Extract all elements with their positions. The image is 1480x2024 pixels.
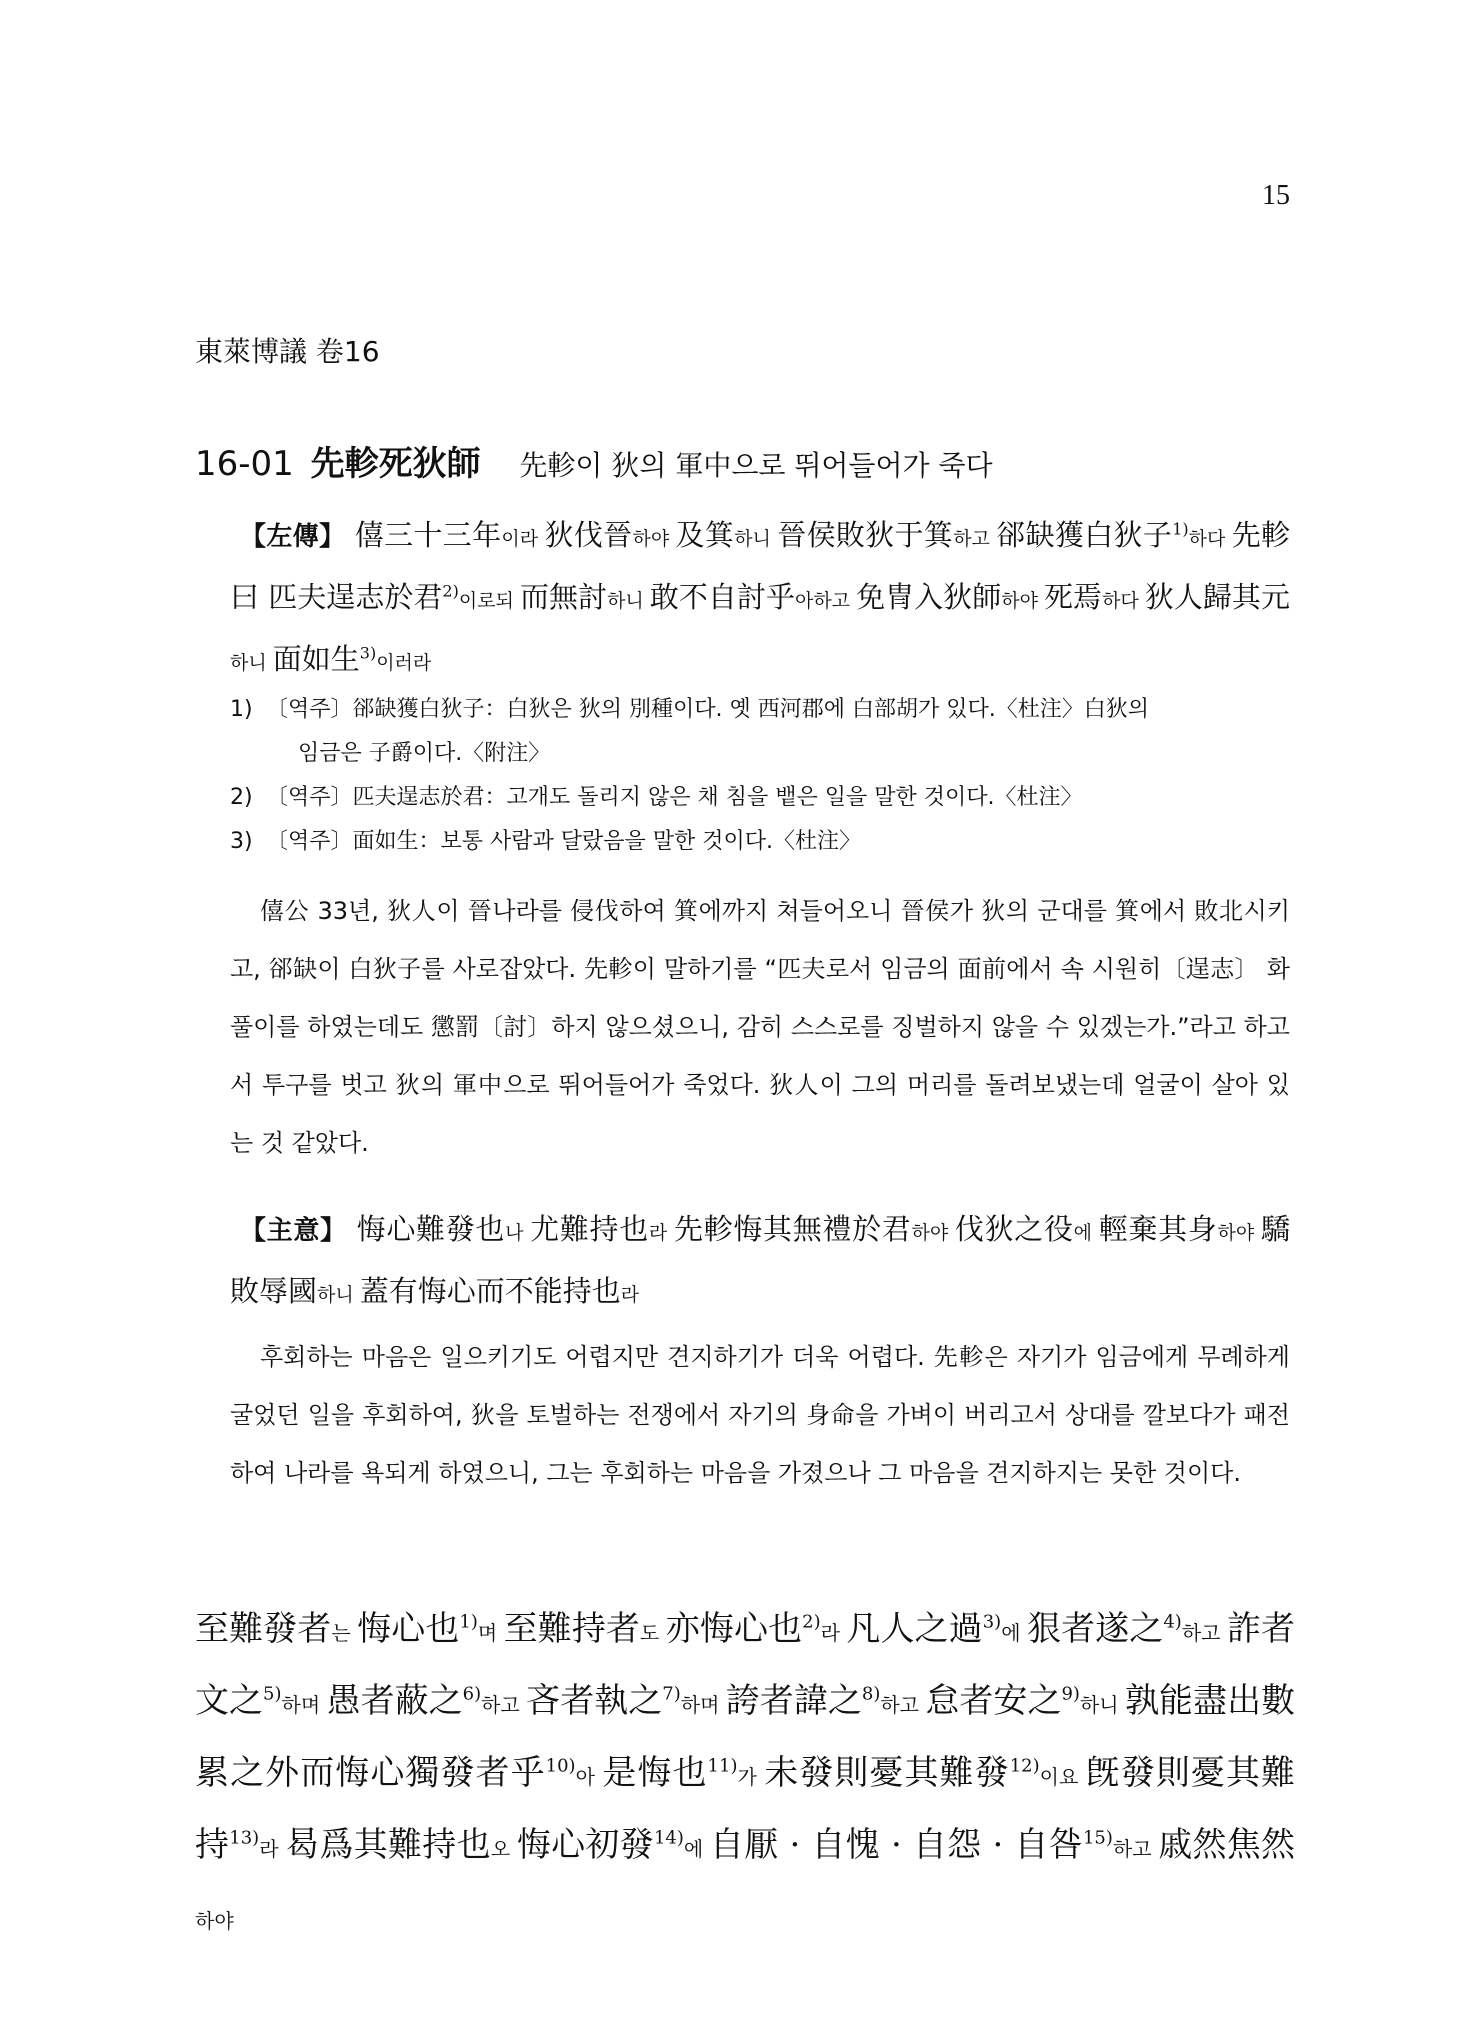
grammar-particle: 하야	[195, 1909, 234, 1933]
text-span: 至難持者	[503, 1609, 640, 1649]
footnote-ref: 8)	[861, 1683, 881, 1705]
text-span: 伐狄之役	[954, 1212, 1074, 1246]
footnote-ref: 3)	[359, 643, 377, 663]
grammar-particle: 며	[477, 1621, 504, 1645]
text-span: 郤缺獲白狄子	[996, 518, 1173, 552]
grammar-particle: 는	[331, 1621, 358, 1645]
footnote-ref: 7)	[662, 1683, 681, 1705]
text-span: 驕	[1260, 1212, 1290, 1246]
footnote-ref: 3)	[982, 1611, 1002, 1633]
grammar-particle: 도	[640, 1621, 666, 1645]
text-span: 吝者執之	[526, 1681, 663, 1721]
footnote-ref: 9)	[1061, 1683, 1080, 1705]
footnote-ref: 10)	[545, 1755, 576, 1777]
footnote-index: 1)	[230, 697, 253, 722]
zuozhuan-translation: 僖公 33년, 狄人이 晉나라를 侵伐하여 箕에까지 쳐들어오니 晉侯가 狄의 군대를 箕에서 敗北시키고, 郤缺이 白狄子를 사로잡았다. 先軫이 말하기를 “匹夫로서 임금의 面前에서 속 시원히〔逞志〕 화풀이를 하였는데도 懲罰〔討〕하지 않으셨으니, 감히 스스로를 징벌하지 않을 수 있겠는가.”라고 하고서 투구를 벗고 狄의 軍中으로 뛰어들어가 죽었다. 狄人이 그의 머리를 돌려보냈는데 얼굴이 살아 있는 것 같았다.	[230, 897, 1290, 1157]
section-number: 16-01	[195, 444, 294, 484]
grammar-particle: 오	[490, 1837, 517, 1861]
grammar-particle: 하고	[481, 1693, 527, 1717]
text-span: 敢不自討乎	[649, 580, 795, 614]
footnote-text: 〔역주〕郤缺獲白狄子：白狄은 狄의 別種이다. 옛 西河郡에 白部胡가 있다.〈杜注〉白狄의	[266, 697, 1149, 722]
grammar-particle: 하고	[1112, 1837, 1159, 1861]
text-span: 輕棄其身	[1098, 1212, 1218, 1246]
text-span: 是悔也	[602, 1753, 708, 1793]
grammar-particle: 하니	[230, 652, 273, 674]
footnote-item	[230, 820, 1290, 864]
grammar-particle: 하야	[1001, 590, 1045, 612]
footnotes	[230, 688, 1290, 864]
footnote-ref: 2)	[802, 1611, 821, 1633]
grammar-particle: 하며	[281, 1693, 327, 1717]
section-title-hanja: 先軫死狄師	[310, 444, 481, 484]
grammar-particle: 나	[505, 1222, 531, 1244]
grammar-particle: 아하고	[794, 590, 857, 612]
grammar-particle: 라	[820, 1621, 847, 1645]
section-title-korean: 先軫이 狄의 軍中으로 뛰어들어가 죽다	[519, 449, 993, 482]
footnote-text: 〔역주〕匹夫逞志於君：고개도 돌리지 않은 채 침을 뱉은 일을 말한 것이다.〈杜注〉	[266, 785, 1083, 810]
footnote-ref: 12)	[1009, 1755, 1040, 1777]
text-span: 蓋有悔心而不能持也	[359, 1274, 621, 1308]
text-span: 狄伐晉	[544, 518, 633, 552]
text-span: 尤難持也	[530, 1212, 649, 1246]
footnote-item	[230, 776, 1290, 820]
text-span: 免冑入狄師	[856, 580, 1002, 614]
text-span: 而無討	[519, 580, 608, 614]
text-span: 自厭 · 自愧 · 自怨 · 自咎	[709, 1825, 1083, 1865]
footnote-index: 2)	[230, 785, 253, 810]
grammar-particle: 하야	[632, 528, 676, 550]
section-title	[195, 436, 993, 485]
main-classical-text	[195, 1595, 1295, 1955]
text-span: 先軫悔其無禮於君	[674, 1212, 912, 1246]
zuozhuan-label: 【左傳】	[240, 522, 346, 552]
footnote-ref: 1)	[459, 1611, 478, 1633]
grammar-particle: 에	[683, 1837, 710, 1861]
text-span: 悔心也	[357, 1609, 460, 1649]
text-span: 死焉	[1044, 580, 1103, 614]
grammar-particle: 에	[1073, 1222, 1099, 1244]
text-span: 詐者文之	[195, 1609, 1296, 1721]
text-span: 悔心初發	[516, 1825, 654, 1865]
grammar-particle: 이라	[501, 528, 545, 550]
footnote-ref: 2)	[442, 581, 459, 601]
footnote-ref: 6)	[462, 1683, 482, 1705]
text-span: 未發則憂其難發	[764, 1753, 1010, 1793]
footnote-ref: 14)	[653, 1827, 684, 1849]
grammar-particle: 가	[737, 1765, 765, 1789]
footnote-ref: 11)	[707, 1755, 738, 1777]
footnote-ref: 4)	[1163, 1611, 1182, 1633]
text-span: 晉侯敗狄于箕	[777, 518, 954, 552]
footnote-ref: 5)	[263, 1683, 282, 1705]
grammar-particle: 이요	[1039, 1765, 1086, 1789]
grammar-particle: 하니	[607, 590, 650, 612]
text-span: 亦悔心也	[665, 1609, 803, 1649]
zhuyi-label: 【主意】	[240, 1216, 347, 1246]
text-span: 面如生	[272, 642, 360, 676]
footnote-text: 〔역주〕面如生：보통 사람과 달랐음을 말한 것이다.〈杜注〉	[266, 829, 861, 854]
text-span: 先軫	[1231, 518, 1291, 552]
footnote-text-continued: 임금은 子爵이다.〈附注〉	[298, 741, 551, 766]
footnote-ref: 1)	[1172, 519, 1189, 539]
footnote-ref: 15)	[1082, 1827, 1113, 1849]
grammar-particle: 하다	[1188, 528, 1232, 550]
grammar-particle: 하니	[1079, 1693, 1125, 1717]
text-span: 愚者蔽之	[326, 1681, 463, 1721]
text-span: 凡人之過	[846, 1609, 983, 1649]
text-span: 狠者遂之	[1026, 1609, 1164, 1649]
grammar-particle: 라	[648, 1222, 674, 1244]
text-span: 及箕	[675, 518, 735, 552]
grammar-particle: 아	[575, 1765, 603, 1789]
footnote-index: 3)	[230, 829, 253, 854]
text-span: 怠者安之	[925, 1681, 1062, 1721]
grammar-particle: 하야	[911, 1222, 955, 1244]
grammar-particle: 하고	[1181, 1621, 1227, 1645]
grammar-particle: 라	[259, 1837, 286, 1861]
running-head: 東萊博議 卷16	[195, 335, 380, 368]
page-number: 15	[1262, 180, 1290, 211]
grammar-particle: 하며	[680, 1693, 726, 1717]
zuozhuan-passage	[230, 506, 1290, 692]
text-span: 曷爲其難持也	[285, 1825, 491, 1865]
grammar-particle: 하니	[734, 528, 778, 550]
footnote-item	[230, 688, 1290, 776]
zhuyi-translation: 후회하는 마음은 일으키기도 어렵지만 견지하기가 더욱 어렵다. 先軫은 자기가 임금에게 무례하게 굴었던 일을 후회하여, 狄을 토벌하는 전쟁에서 자기의 身命을 가벼이 버리고서 상대를 깔보다가 패전하여 나라를 욕되게 하였으니, 그는 후회하는 마음을 가졌으나 그 마음을 견지하지는 못한 것이다.	[230, 1343, 1290, 1487]
grammar-particle: 에	[1001, 1621, 1027, 1645]
grammar-particle: 하니	[317, 1284, 360, 1306]
zhuyi-passage	[230, 1200, 1290, 1324]
text-span: 誇者諱之	[725, 1681, 862, 1721]
footnote-ref: 13)	[229, 1827, 260, 1849]
grammar-particle: 하고	[953, 528, 997, 550]
text-span: 曰 匹夫逞志於君	[230, 580, 443, 614]
grammar-particle: 라	[620, 1284, 640, 1306]
grammar-particle: 이로되	[458, 590, 520, 612]
text-span: 僖三十三年	[354, 518, 502, 552]
grammar-particle: 하다	[1102, 590, 1145, 612]
text-span: 至難發者	[195, 1609, 332, 1649]
grammar-particle: 하고	[880, 1693, 926, 1717]
text-span: 狄人歸其	[1144, 580, 1261, 614]
grammar-particle: 이러라	[376, 652, 432, 674]
text-span: 元	[1260, 580, 1290, 614]
text-span: 悔心難發也	[356, 1212, 506, 1246]
text-span: 孰能盡出數累之外而悔心獨發者乎	[195, 1681, 1296, 1793]
text-span: 戚然焦然	[1158, 1825, 1296, 1865]
grammar-particle: 하야	[1217, 1222, 1261, 1244]
text-span: 敗辱國	[230, 1274, 318, 1308]
text-span: 旣發則憂其難持	[195, 1753, 1296, 1865]
